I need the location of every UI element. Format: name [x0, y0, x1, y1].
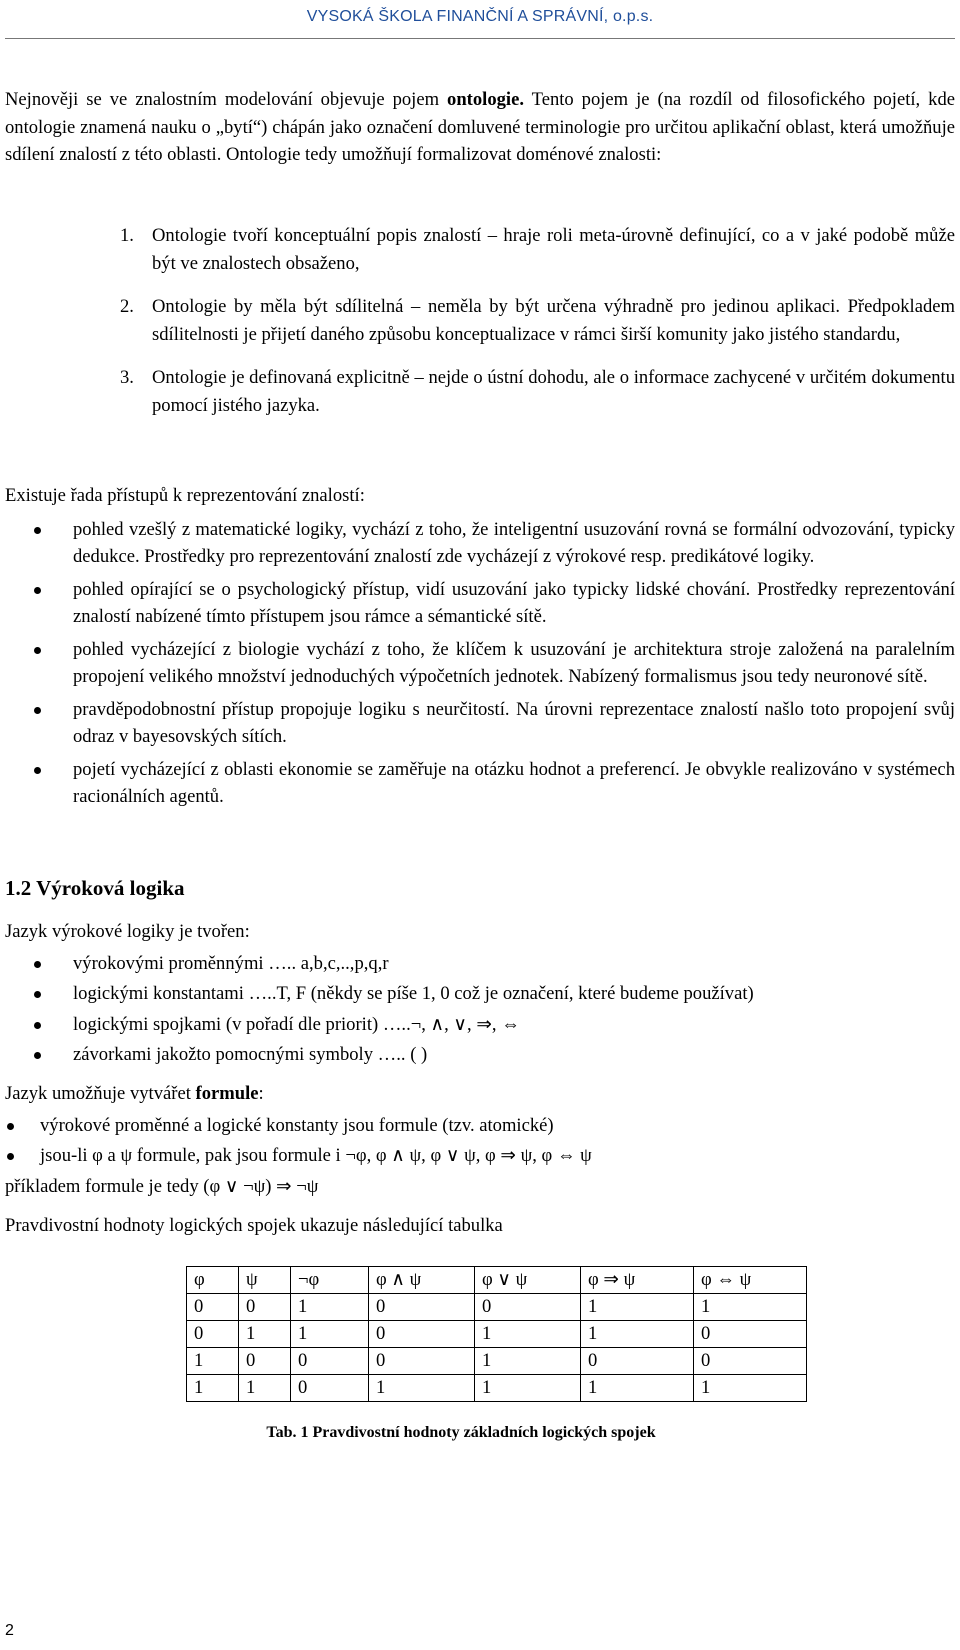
- formulas-intro-text: Jazyk umožňuje vytvářet: [5, 1083, 196, 1104]
- bullet-icon: [34, 647, 41, 654]
- table-cell: 0: [187, 1294, 239, 1321]
- table-cell: 1: [369, 1375, 475, 1402]
- list-item-text: výrokovými proměnnými ….. a,b,c,..,p,q,r: [73, 952, 389, 974]
- bullet-icon: [34, 707, 41, 714]
- list-item: [5, 1041, 955, 1069]
- table-cell: 1: [475, 1375, 581, 1402]
- bullet-icon: [34, 1052, 41, 1059]
- truth-table-intro: Pravdivostní hodnoty logických spojek ukazuje následující tabulka: [5, 1215, 503, 1236]
- formulas-bullet-list: [5, 1112, 955, 1170]
- item-text: Ontologie by měla být sdílitelná – neměla by být určena výhradně pro jedinou aplikaci. Předpokladem sdílitelnosti je přijetí daného způsobu konceptualizace v rámci širší komunity jako jistého standardu,: [152, 296, 955, 345]
- table-cell: 1: [475, 1348, 581, 1375]
- table-cell: 0: [369, 1321, 475, 1348]
- language-bullet-list: [5, 950, 955, 1069]
- bullet-icon: [34, 767, 41, 774]
- intro-term-ontologie: ontologie.: [447, 89, 524, 110]
- table-cell: 1: [291, 1321, 369, 1348]
- item-text: Ontologie tvoří konceptuální popis znalostí – hraje roli meta-úrovně definující, co a v jaké podobě může být ve znalostech obsaženo,: [152, 225, 955, 274]
- table-cell: 1: [475, 1321, 581, 1348]
- table-row: [187, 1294, 807, 1321]
- list-item: [5, 950, 955, 978]
- table-cell: 0: [694, 1348, 807, 1375]
- formula-example: příkladem formule je tedy (φ ∨ ¬ψ) ⇒ ¬ψ: [5, 1175, 319, 1197]
- table-cell: 1: [187, 1348, 239, 1375]
- list-item-text: logickými spojkami (v pořadí dle priorit) …..¬, ∧, ∨, ⇒, ⇔: [73, 1013, 520, 1035]
- item-number: 2.: [120, 296, 134, 317]
- table-cell: 0: [187, 1321, 239, 1348]
- list-item-text: pohled opírající se o psychologický přístup, vidí usuzování jako typicky lidské chování. Prostředky reprezentování znalostí nabízené tímto přístupem jsou rámce a sémantické sítě.: [73, 578, 955, 627]
- table-cell: 1: [581, 1321, 694, 1348]
- formulas-term: formule: [195, 1083, 259, 1104]
- ontology-numbered-list: [120, 222, 955, 435]
- bullet-icon: [7, 1123, 14, 1130]
- intro-paragraph: [5, 86, 955, 169]
- item-number: 3.: [120, 367, 134, 388]
- table-row: [187, 1375, 807, 1402]
- list-item-text: jsou-li φ a ψ formule, pak jsou formule i ¬φ, φ ∧ ψ, φ ∨ ψ, φ ⇒ ψ, φ ⇔ ψ: [40, 1145, 592, 1166]
- list-item: [5, 576, 955, 631]
- page-number: 2: [5, 1622, 14, 1639]
- column-header: ¬φ: [291, 1267, 369, 1294]
- table-cell: 0: [291, 1375, 369, 1402]
- formulas-intro: [5, 1080, 955, 1108]
- approaches-intro: Existuje řada přístupů k reprezentování znalostí:: [5, 485, 365, 506]
- list-item: [5, 980, 955, 1008]
- list-item: [5, 636, 955, 691]
- list-item-text: závorkami jakožto pomocnými symboly ….. ( ): [73, 1044, 428, 1065]
- item-number: 1.: [120, 225, 134, 246]
- table-cell: 0: [239, 1348, 291, 1375]
- table-cell: 1: [291, 1294, 369, 1321]
- intro-text-rest: Tento pojem je (na rozdíl od filosofického pojetí, kde ontologie znamená nauku o „bytí“) chápán jako označení domluvené terminologie pro určitou aplikační oblast, která umožňuje sdílení znalostí z této oblasti. Ontologie tedy umožňují formalizovat doménové znalosti:: [5, 89, 956, 165]
- list-item-text: logickými konstantami …..T, F (někdy se píše 1, 0 což je označení, které budeme používat): [73, 983, 754, 1004]
- table-cell: 1: [694, 1294, 807, 1321]
- table-cell: 0: [369, 1348, 475, 1375]
- table-row: [187, 1348, 807, 1375]
- table-caption: Tab. 1 Pravdivostní hodnoty základních logických spojek: [266, 1424, 656, 1441]
- column-header: φ ⇒ ψ: [581, 1267, 694, 1294]
- table-cell: 0: [369, 1294, 475, 1321]
- truth-table: [186, 1266, 807, 1402]
- numbered-item: [120, 222, 955, 277]
- formulas-section: [5, 1080, 955, 1200]
- table-cell: 1: [694, 1375, 807, 1402]
- table-cell: 1: [581, 1294, 694, 1321]
- intro-text-start: Nejnověji se ve znalostním modelování objevuje pojem: [5, 89, 448, 110]
- table-cell: 0: [239, 1294, 291, 1321]
- table-cell: 0: [581, 1348, 694, 1375]
- header-divider: [5, 38, 955, 39]
- bullet-icon: [7, 1153, 14, 1160]
- column-header: φ: [187, 1267, 239, 1294]
- list-item: [5, 1142, 955, 1170]
- table-cell: 0: [291, 1348, 369, 1375]
- language-section: [5, 918, 955, 1072]
- table-cell: 1: [581, 1375, 694, 1402]
- list-item: [5, 1011, 955, 1039]
- table-cell: 1: [239, 1375, 291, 1402]
- list-item-text: pojetí vycházející z oblasti ekonomie se zaměřuje na otázku hodnot a preferencí. Je obvykle realizováno v systémech racionálních agentů.: [73, 758, 955, 807]
- table-cell: 0: [475, 1294, 581, 1321]
- list-item: [5, 756, 955, 811]
- table-row: [187, 1321, 807, 1348]
- bullet-icon: [34, 587, 41, 594]
- numbered-item: [120, 293, 955, 348]
- column-header: φ ∨ ψ: [475, 1267, 581, 1294]
- bullet-icon: [34, 991, 41, 998]
- column-header: ψ: [239, 1267, 291, 1294]
- list-item: [5, 1112, 955, 1140]
- table-cell: 0: [694, 1321, 807, 1348]
- section-heading: 1.2 Výroková logika: [5, 876, 185, 900]
- list-item: [5, 696, 955, 751]
- table-header-row: [187, 1267, 807, 1294]
- column-header: φ ∧ ψ: [369, 1267, 475, 1294]
- list-item-text: pohled vycházející z biologie vychází z toho, že klíčem k usuzování je architektura stroje založená na paralelním propojení velikého množství jednoduchých výpočetních jednotek. Nabízený formalismus jsou tedy neuronové sítě.: [73, 638, 955, 687]
- list-item-text: pravděpodobnostní přístup propojuje logiku s neurčitostí. Na úrovni reprezentace znalostí našlo toto propojení svůj odraz v bayesovských sítích.: [73, 698, 955, 747]
- list-item: [5, 516, 955, 571]
- language-intro: Jazyk výrokové logiky je tvořen:: [5, 921, 250, 942]
- approaches-bullet-list: [5, 516, 955, 811]
- bullet-icon: [34, 1022, 41, 1029]
- bullet-icon: [34, 527, 41, 534]
- column-header: φ ⇔ ψ: [694, 1267, 807, 1294]
- numbered-item: [120, 364, 955, 419]
- formulas-intro-colon: :: [258, 1083, 264, 1104]
- list-item-text: výrokové proměnné a logické konstanty jsou formule (tzv. atomické): [40, 1114, 554, 1136]
- table-cell: 1: [239, 1321, 291, 1348]
- bullet-icon: [34, 961, 41, 968]
- approaches-section: [5, 482, 955, 816]
- list-item-text: pohled vzešlý z matematické logiky, vychází z toho, že inteligentní usuzování rovná se formální odvozování, typicky dedukce. Prostředky pro reprezentování znalostí zde vycházejí z výrokové resp. predikátové logiky.: [73, 518, 955, 567]
- page-header: VYSOKÁ ŠKOLA FINANČNÍ A SPRÁVNÍ, o.p.s.: [306, 8, 654, 25]
- table-cell: 1: [187, 1375, 239, 1402]
- item-text: Ontologie je definovaná explicitně – nejde o ústní dohodu, ale o informace zachycené v určitém dokumentu pomocí jistého jazyka.: [152, 367, 955, 416]
